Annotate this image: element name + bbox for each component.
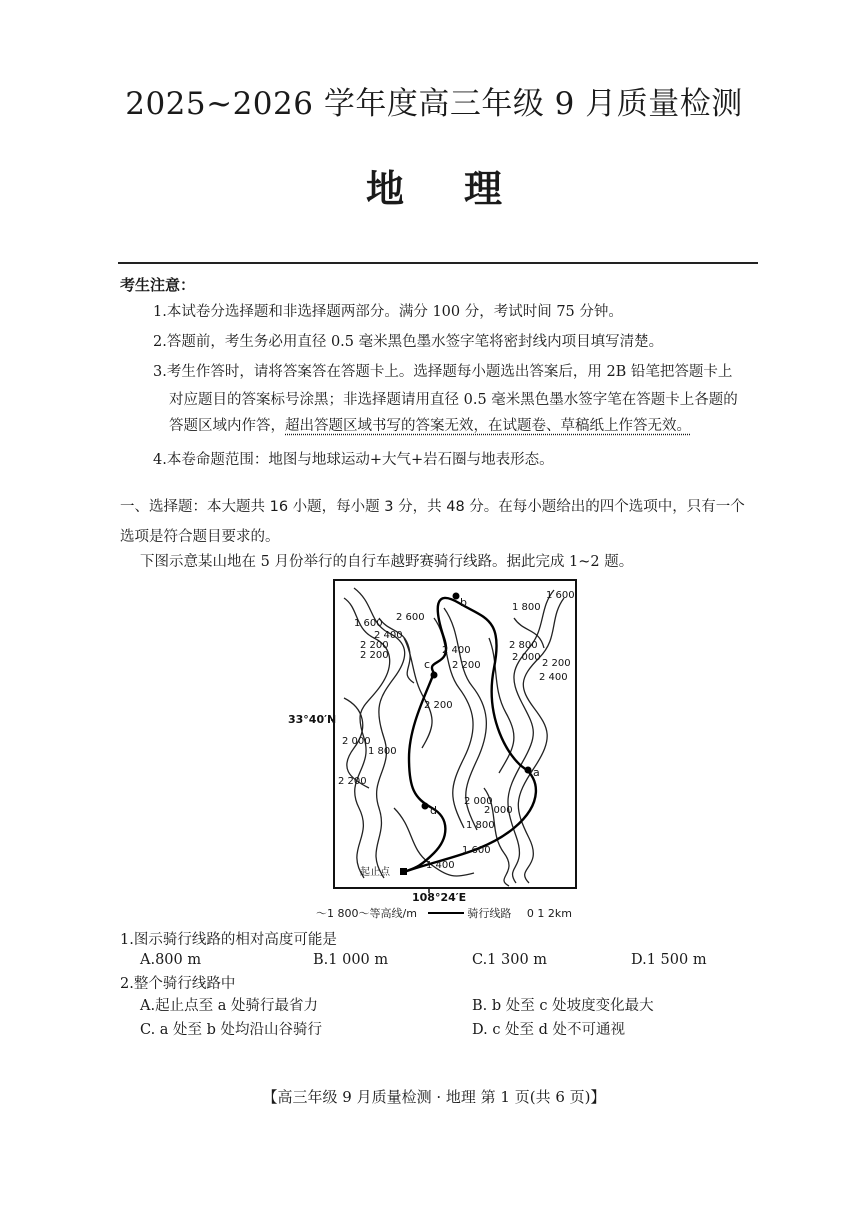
contour-label: 2 000 xyxy=(512,652,541,663)
contour-label: 1 600 xyxy=(546,590,575,601)
question-2-option-b: B. b 处至 c 处坡度变化最大 xyxy=(472,998,654,1014)
contour-label: 1 800 xyxy=(512,602,541,613)
question-2-option-c: C. a 处至 b 处均沿山谷骑行 xyxy=(140,1022,323,1038)
contour-label: 2 000 xyxy=(464,796,493,807)
question-1-option-c: C.1 300 m xyxy=(472,952,548,968)
exam-title: 2025~2026 学年度高三年级 9 月质量检测 xyxy=(125,86,743,122)
section-line-2: 选项是符合题目要求的。 xyxy=(120,529,280,545)
contour-label: 2 200 xyxy=(360,640,389,651)
longitude-label: 108°24′E xyxy=(412,891,467,904)
section-heading xyxy=(120,492,780,552)
legend-contour-label: 等高线/m xyxy=(369,907,417,920)
notice-item-3-line3-a: 答题区域内作答， xyxy=(169,418,285,434)
notice-item-3-line1: 3.考生作答时，请将答案答在答题卡上。选择题每小题选出答案后，用 2B 铅笔把答题卡上 xyxy=(153,364,733,380)
notice-item-3-line3 xyxy=(169,412,779,440)
start-label: 起止点 xyxy=(360,867,390,878)
contour-label: 2 400 xyxy=(374,630,403,641)
scale-tick: 0 xyxy=(526,907,534,920)
point-b-marker xyxy=(453,593,460,600)
page-footer: 【高三年级 9 月质量检测 · 地理 第 1 页(共 6 页)】 xyxy=(262,1088,606,1106)
point-c-marker xyxy=(431,672,438,679)
notice-item-3 xyxy=(153,358,778,386)
contour-label: 2 200 xyxy=(338,776,367,787)
question-intro: 下图示意某山地在 5 月份举行的自行车越野赛骑行线路。据此完成 1~2 题。 xyxy=(140,554,634,570)
question-2-option-d: D. c 处至 d 处不可通视 xyxy=(472,1022,626,1038)
notice-item-3-line2: 对应题目的答案标号涂黑；非选择题请用直径 0.5 毫米黑色墨水签字笔在答题卡上各题的 xyxy=(169,392,738,408)
scale-tick: 1 xyxy=(537,907,545,920)
point-a-marker xyxy=(525,767,532,774)
divider-line xyxy=(118,262,758,264)
contour-label: 1 600 xyxy=(354,618,383,629)
contour-label: 2 200 xyxy=(452,660,481,671)
contour-label: 1 800 xyxy=(368,746,397,757)
contour-label: 1 600 xyxy=(462,845,491,856)
legend-contour-icon: 〜 xyxy=(316,907,327,920)
latitude-label: 33°40′N xyxy=(288,713,337,726)
contour-label: 2 200 xyxy=(424,700,453,711)
contour-label: 1 800 xyxy=(466,820,495,831)
legend-route-label: 骑行线路 xyxy=(467,907,512,920)
legend-route-icon xyxy=(428,912,464,914)
question-1-option-b: B.1 000 m xyxy=(313,952,389,968)
contour-map xyxy=(284,578,584,923)
start-marker xyxy=(400,868,407,875)
question-1-stem: 1.图示骑行线路的相对高度可能是 xyxy=(120,932,337,948)
legend-contour-value: 1 800 xyxy=(327,907,359,920)
scale-unit: km xyxy=(554,907,573,920)
contour-label: 2 600 xyxy=(396,612,425,623)
map-legend xyxy=(316,905,572,921)
contour-label: 2 400 xyxy=(442,645,471,656)
question-1-option-d: D.1 500 m xyxy=(631,952,707,968)
point-a-label: a xyxy=(533,766,540,779)
question-1-option-a: A.800 m xyxy=(140,952,202,968)
question-2-stem: 2.整个骑行线路中 xyxy=(120,976,236,992)
notice-item-1: 1.本试卷分选择题和非选择题两部分。满分 100 分，考试时间 75 分钟。 xyxy=(153,304,623,320)
contour-label: 2 800 xyxy=(509,640,538,651)
notice-item-4: 4.本卷命题范围：地图与地球运动+大气+岩石圈与地表形态。 xyxy=(153,452,554,468)
contour-label: 2 200 xyxy=(360,650,389,661)
scale-bar xyxy=(527,907,572,920)
contour-label: 2 200 xyxy=(542,658,571,669)
notice-heading: 考生注意： xyxy=(120,276,196,294)
scale-tick: 2 xyxy=(547,907,555,920)
point-b-label: b xyxy=(460,596,467,609)
contour-label: 1 400 xyxy=(426,860,455,871)
point-c-label: c xyxy=(424,658,431,671)
notice-item-3-emphasis: 超出答题区域书写的答案无效，在试题卷、草稿纸上作答无效。 xyxy=(285,418,691,434)
contour-label: 2 400 xyxy=(539,672,568,683)
notice-item-2: 2.答题前，考生务必用直径 0.5 毫米黑色墨水签字笔将密封线内项目填写清楚。 xyxy=(153,334,664,350)
subject-title: 地理 xyxy=(365,166,562,211)
question-2-option-a: A.起止点至 a 处骑行最省力 xyxy=(140,998,318,1014)
contour-label: 2 000 xyxy=(484,805,513,816)
contour-label: 2 000 xyxy=(342,736,371,747)
point-d-marker xyxy=(422,803,429,810)
section-line-1: 一、选择题：本大题共 16 小题，每小题 3 分，共 48 分。在每小题给出的四个选项中，只有一个 xyxy=(120,499,745,515)
point-d-label: d xyxy=(430,804,437,817)
legend-contour-dash: 〜 xyxy=(358,907,370,920)
